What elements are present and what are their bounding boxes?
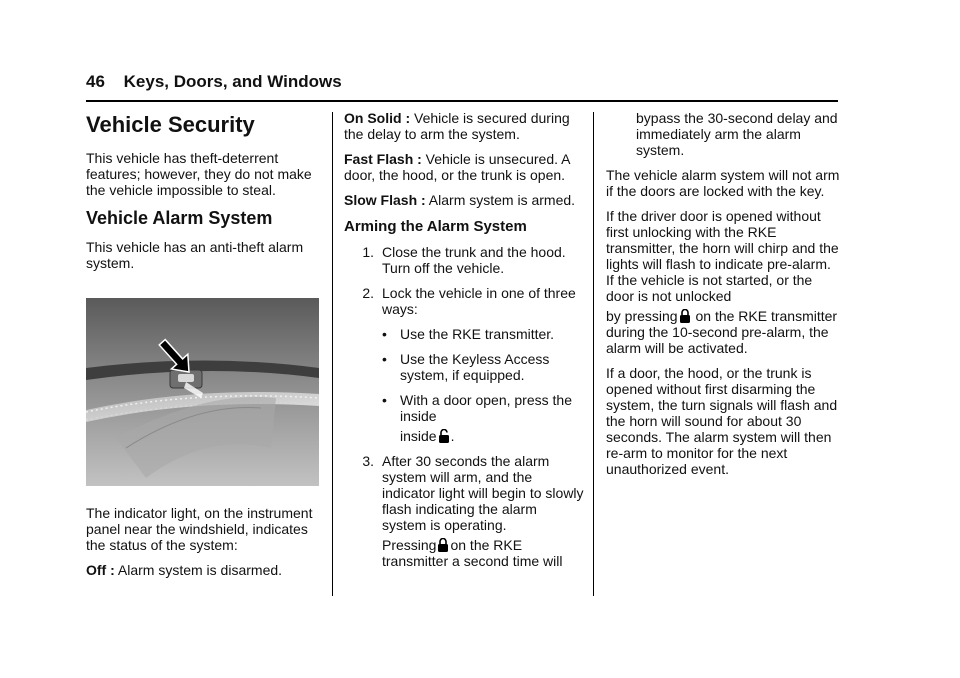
step-continuation: bypass the 30-second delay and immediately arm the alarm system. [636,110,838,158]
status-slow-flash [344,192,584,208]
paragraph-text: on the RKE transmitter during the 10-second pre-alarm, the alarm will be activated. [606,308,838,356]
alarm-heading: Vehicle Alarm System [86,208,273,228]
alarm-intro: This vehicle has an anti-theft alarm system. [86,239,304,271]
paragraph-text: If the driver door is opened without first unlocking with the RKE transmitter, the horn will chirp and the lights will flash to indicate pre-alarm. If the vehicle is not started, or the door is not unlocked [606,208,839,304]
step-text: Pressing [382,537,437,553]
column-2 [344,110,584,578]
header-rule [86,100,838,102]
status-term: Slow Flash : [344,192,426,208]
list-item [344,244,584,276]
bullet-item: • With a door open, press the inside inside . [382,392,572,444]
paragraph-text: by pressing [606,308,678,324]
step-text: on the RKE transmitter a second time will [382,537,563,569]
indicator-text: The indicator light, on the instrument panel near the windshield, indicates the status of the system: [86,505,313,553]
paragraph [606,208,842,356]
status-term: On Solid : [344,110,411,126]
bullet-text: With a door open, press the inside [400,392,572,424]
step-number: 1. [362,244,374,260]
bullet-item [382,326,584,342]
paragraph: If a door, the hood, or the trunk is opened without first disarming the system, the turn signals will flash and the horn will sound for about 30 seconds. The alarm system will then re-arm to monitor for the next unauthorized event. [606,365,838,477]
list-item [344,285,584,317]
step-number: 3. [362,453,374,469]
step-number: 2. [362,285,374,301]
status-term: Fast Flash : [344,151,422,167]
column-1 [86,110,321,587]
status-on-solid [344,110,584,142]
lock-icon [437,538,449,552]
status-off [86,562,321,578]
step-text: Lock the vehicle in one of three ways: [382,285,576,317]
page-header [86,72,342,92]
bullet-marker: • [382,326,387,342]
bullet-text: Use the RKE transmitter. [400,326,555,342]
list-item [344,453,584,569]
status-fast-flash [344,151,584,183]
status-desc: Vehicle is unsecured. A door, the hood, or the trunk is open. [344,151,570,183]
paragraph: The vehicle alarm system will not arm if the doors are locked with the key. [606,167,840,199]
column-divider [332,112,333,596]
status-desc: Vehicle is secured during the delay to arm the system. [344,110,570,142]
status-desc: Alarm system is armed. [425,192,576,208]
bullet-text: Use the Keyless Access system, if equipped. [400,351,550,383]
status-term: Off : [86,562,115,578]
lock-icon [679,309,691,323]
step-text: Close the trunk and the hood. Turn off the vehicle. [382,244,566,276]
column-3 [606,110,842,486]
step-text: After 30 seconds the alarm system will arm, and the indicator light will begin to slowly flash indicating the alarm system is operating. [382,453,584,533]
page-title: Vehicle Security [86,112,255,137]
arming-heading: Arming the Alarm System [344,218,527,235]
intro-text: This vehicle has theft-deterrent features; however, they do not make the vehicle impossible to steal. [86,150,312,198]
door-indicator-figure [86,298,319,486]
bullet-marker: • [382,392,387,408]
status-desc: Alarm system is disarmed. [114,562,283,578]
page-number: 46 [86,72,105,91]
bullet-end: . [450,428,455,444]
unlock-icon [438,429,450,443]
column-divider [593,112,594,596]
bullet-marker: • [382,351,387,367]
bullet-item [382,351,584,383]
section-title: Keys, Doors, and Windows [123,72,342,91]
